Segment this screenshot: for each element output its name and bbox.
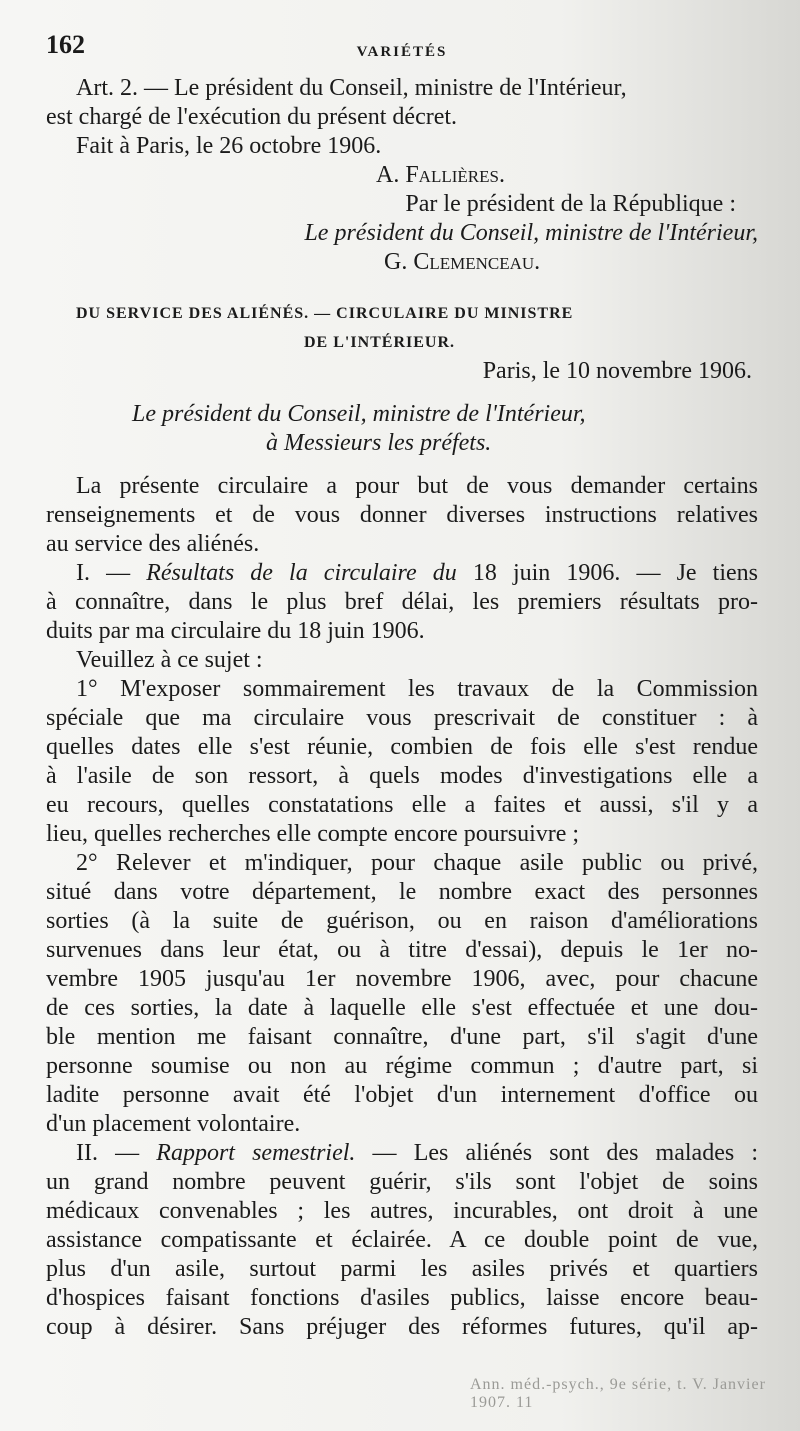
text-line: de ces sorties, la date à laquelle elle s'est effectuée et une dou-	[46, 995, 758, 1021]
circular-date: Paris, le 10 novembre 1906.	[482, 358, 752, 384]
text-line: un grand nombre peuvent guérir, s'ils sont l'objet de soins	[46, 1169, 758, 1195]
text-line: d'un placement volontaire.	[46, 1111, 301, 1137]
paragraph-section-2	[46, 1168, 758, 1342]
page-content	[46, 30, 758, 1342]
decree-line: est chargé de l'exécution du présent décret.	[46, 104, 458, 130]
text-line: 2° Relever et m'indiquer, pour chaque asile public ou privé,	[76, 850, 758, 876]
text-line: au service des aliénés.	[46, 531, 260, 557]
text-line: Veuillez à ce sujet :	[76, 647, 263, 673]
text-line: ble mention me faisant connaître, d'une part, s'il s'agit d'une	[46, 1024, 758, 1050]
section-label: II. —	[76, 1140, 157, 1166]
circular-addressee-prefects: à Messieurs les préfets.	[266, 430, 492, 456]
running-head	[46, 30, 758, 74]
section-rest: 18 juin 1906. — Je tiens	[456, 560, 758, 586]
text-line: lieu, quelles recherches elle compte encore poursuivre ;	[46, 821, 580, 847]
text-line: plus d'un asile, surtout parmi les asiles privés et quartiers	[46, 1256, 758, 1282]
text-line: sorties (à la suite de guérison, ou en raison d'améliorations	[46, 908, 758, 934]
decree-countersigner: G. Clemenceau.	[384, 249, 541, 275]
page-number: 162	[46, 30, 85, 59]
circular-addressee: Le président du Conseil, ministre de l'Intérieur,	[132, 401, 586, 427]
section-heading-1	[46, 559, 758, 588]
section-label: I. —	[76, 560, 147, 586]
text-line: renseignements et de vous donner diverses instructions relatives	[46, 502, 758, 528]
section-rest: — Les aliénés sont des malades :	[355, 1140, 758, 1166]
text-line: situé dans votre département, le nombre exact des personnes	[46, 879, 758, 905]
text-line: assistance compatissante et éclairée. A ce double point de vue,	[46, 1227, 758, 1253]
paragraph-intro	[46, 472, 758, 559]
running-title: VARIÉTÉS	[356, 44, 448, 60]
text-line: quelles dates elle s'est réunie, combien de fois elle s'est rendue	[46, 734, 758, 760]
text-line: d'hospices faisant fonctions d'asiles publics, laisse encore beau-	[46, 1285, 758, 1311]
section-heading-2	[46, 1139, 758, 1168]
text-line: vembre 1905 jusqu'au 1er novembre 1906, avec, pour chacune	[46, 966, 758, 992]
decree-by-president: Par le président de la République :	[405, 191, 736, 217]
paragraph-item-2	[46, 849, 758, 1139]
text-line: ladite personne avait été l'objet d'un internement d'office ou	[46, 1082, 758, 1108]
text-line: eu recours, quelles constatations elle a faites et aussi, s'il y a	[46, 792, 758, 818]
text-line: La présente circulaire a pour but de vous demander certains	[76, 473, 758, 499]
text-line: 1° M'exposer sommairement les travaux de la Commission	[76, 676, 758, 702]
section-title: Résultats de la circulaire du	[146, 560, 457, 586]
decree-minister-title: Le président du Conseil, ministre de l'Intérieur,	[304, 220, 758, 246]
section-title: Rapport semestriel.	[156, 1140, 356, 1166]
text-line: survenues dans leur état, ou à titre d'essai), depuis le 1er no-	[46, 937, 758, 963]
decree-signer: A. Fallières.	[376, 162, 505, 188]
text-line: personne soumise ou non au régime commun ; d'autre part, si	[46, 1053, 758, 1079]
decree-article: Art. 2. — Le président du Conseil, ministre de l'Intérieur,	[76, 75, 627, 101]
decree-date: Fait à Paris, le 26 octobre 1906.	[76, 133, 382, 159]
text-line: coup à désirer. Sans préjuger des réformes futures, qu'il ap-	[46, 1314, 758, 1340]
text-line: à connaître, dans le plus bref délai, les premiers résultats pro-	[46, 589, 758, 615]
text-line: spéciale que ma circulaire vous prescrivait de constituer : à	[46, 705, 758, 731]
circular-title-cont: DE L'INTÉRIEUR.	[304, 334, 456, 351]
text-line: médicaux convenables ; les autres, incurables, ont droit à une	[46, 1198, 758, 1224]
circular-title: DU SERVICE DES ALIÉNÉS. — CIRCULAIRE DU MINISTRE	[76, 305, 574, 322]
page-footer: Ann. méd.-psych., 9e série, t. V. Janvier 1907. 11	[470, 1376, 766, 1411]
paragraph-item-1	[46, 675, 758, 849]
text-line: à l'asile de son ressort, à quels modes d'investigations elle a	[46, 763, 758, 789]
text-line: duits par ma circulaire du 18 juin 1906.	[46, 618, 425, 644]
